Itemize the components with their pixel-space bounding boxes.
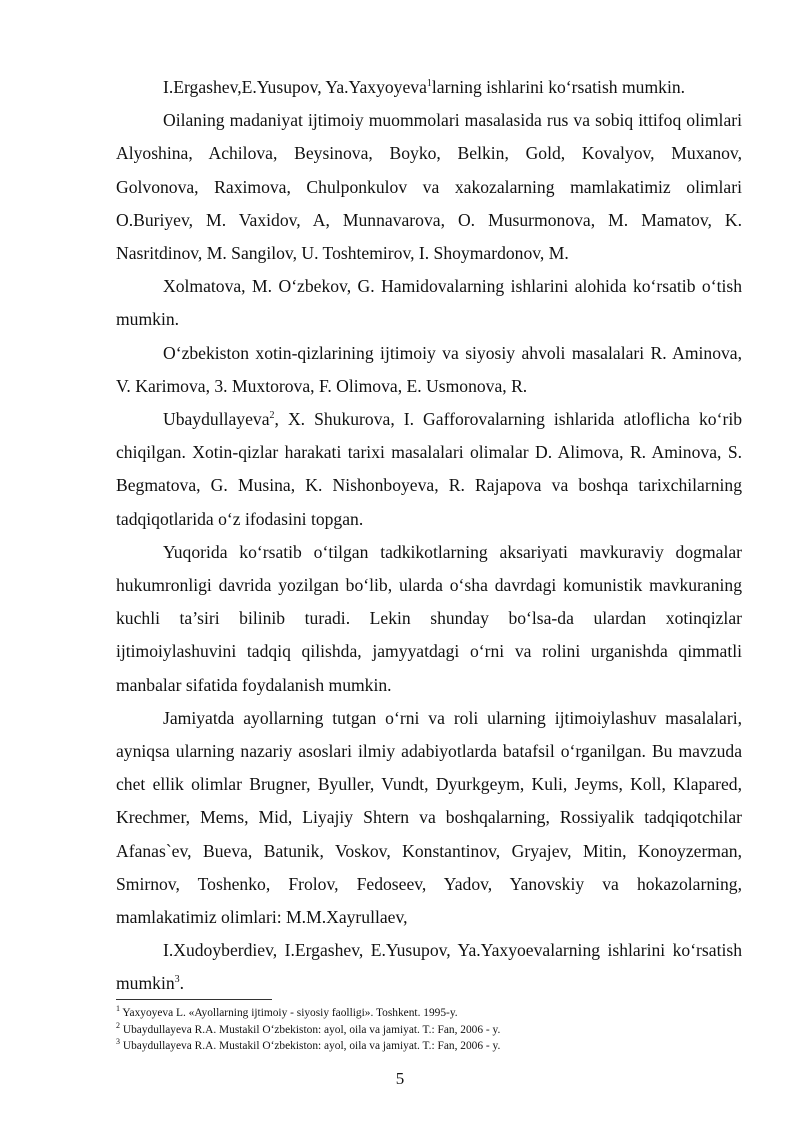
footnote-ref-1[interactable]: 1 [426, 78, 432, 90]
footnote-text: Yaxyoyeva L. «Ayollarning ijtimoiy - siyosiy faolligi». Toshkent. 1995-y. [120, 1007, 458, 1019]
paragraph-2: Oilaning madaniyat ijtimoiy muommolari masalasida rus va sobiq ittifoq olimlari Alyoshina, Achilova, Beysinova, Boyko, Belkin, Gold, Kovalyov, Muxanov, Golvonova, Raximova, Chulponkulov va xakozalarning mamlakatimiz olimlari O.Buriyev, M. Vaxidov, A, Munnavarova, O. Musurmonova, M. Mamatov, K. Nasritdinov, M. Sangilov, U. Toshtemirov, I. Shoymardonov, M. [116, 110, 742, 264]
footnote-mark: 2 [116, 1020, 120, 1030]
paragraph-text: I.Ergashev,E.Yusupov, Ya.Yaxyoyeva [163, 77, 427, 97]
footnote-text: Ubaydullayeva R.A. Mustakil O‘zbekiston: ayol, oila va jamiyat. T.: Fan, 2006 - y. [120, 1040, 501, 1053]
paragraph-text: I.Xudoyberdiev, I.Ergashev, E.Yusupov, Ya.Yaxyoevalarning ishlarini ko‘rsatish mumkin [116, 940, 742, 994]
footnote-mark: 3 [116, 1037, 120, 1047]
footnote-3 [116, 1038, 742, 1055]
paragraph-3: Xolmatova, M. O‘zbekov, G. Hamidovalarning ishlarini alohida ko‘rsatib o‘tish mumkin. [116, 276, 742, 330]
body-text [116, 71, 742, 1001]
footnote-ref-3[interactable]: 3 [174, 974, 180, 986]
paragraph-text: larning ishlarini ko‘rsatish mumkin. [431, 77, 686, 97]
paragraph-8 [116, 934, 742, 1000]
paragraph-text: Ubaydullayeva [163, 409, 270, 430]
page-number: 5 [395, 1069, 405, 1088]
footnote-ref-2[interactable]: 2 [269, 410, 275, 422]
footnote-1 [116, 1005, 742, 1022]
footnote-mark: 1 [116, 1004, 120, 1014]
paragraph-1 [116, 71, 742, 104]
footnotes [116, 1005, 742, 1055]
paragraph-4: O‘zbekiston xotin-qizlarining ijtimoiy va siyosiy ahvoli masalalari R. Aminova, V. Karimova, 3. Muxtorova, F. Olimova, E. Usmonova, R. [116, 342, 742, 396]
paragraph-6: Yuqorida ko‘rsatib o‘tilgan tadkikotlarning aksariyati mavkuraviy dogmalar hukumronligi davrida yozilgan bo‘lib, ularda o‘sha davrdagi komunistik mavkuraning kuchli ta’siri bilinib turadi. Lekin shunday bo‘lsa-da ulardan xotinqizlar ijtimoiylashuvini tadqiq qilishda, jamyyatdagi o‘rni va rolini urganishda qimmatli manbalar sifatida foydalanish mumkin. [116, 541, 742, 695]
paragraph-text: , X. Shukurova, I. Gafforovalarning ishlarida atloflicha ko‘rib chiqilgan. Xotin-qizlar harakati tarixi masalalari olimalar D. Alimova, R. Aminova, S. Begmatova, G. Musina, K. Nishonboyeva, R. Rajapova va boshqa tarixchilarning tadqiqotlarida o‘z ifodasini topgan. [116, 409, 742, 529]
paragraph-7: Jamiyatda ayollarning tutgan o‘rni va roli ularning ijtimoiylashuv masalalari, ayniqsa ularning nazariy asoslari ilmiy adabiyotlarda batafsil o‘rganilgan. Bu mavzuda chet ellik olimlar Brugner, Byuller, Vundt, Dyurkgeym, Kuli, Jeyms, Koll, Klapared, Krechmer, Mems, Mid, Liyajiy Shtern va boshqalarning, Rossiyalik tadqiqotchilar Afanas`ev, Bueva, Batunik, Voskov, Konstantinov, Gryajev, Mitin, Konoyzerman, Smirnov, Toshenko, Frolov, Fedoseev, Yadov, Yanovskiy va hokazolarning, mamlakatimiz olimlari: M.M.Xayrullaev, [116, 707, 742, 928]
footnote-text: Ubaydullayeva R.A. Mustakil O‘zbekiston: ayol, oila va jamiyat. T.: Fan, 2006 - y. [120, 1023, 501, 1036]
footnote-2 [116, 1022, 742, 1039]
paragraph-5 [116, 403, 742, 536]
paragraph-text: . [179, 973, 185, 994]
footnote-separator [116, 999, 272, 1000]
